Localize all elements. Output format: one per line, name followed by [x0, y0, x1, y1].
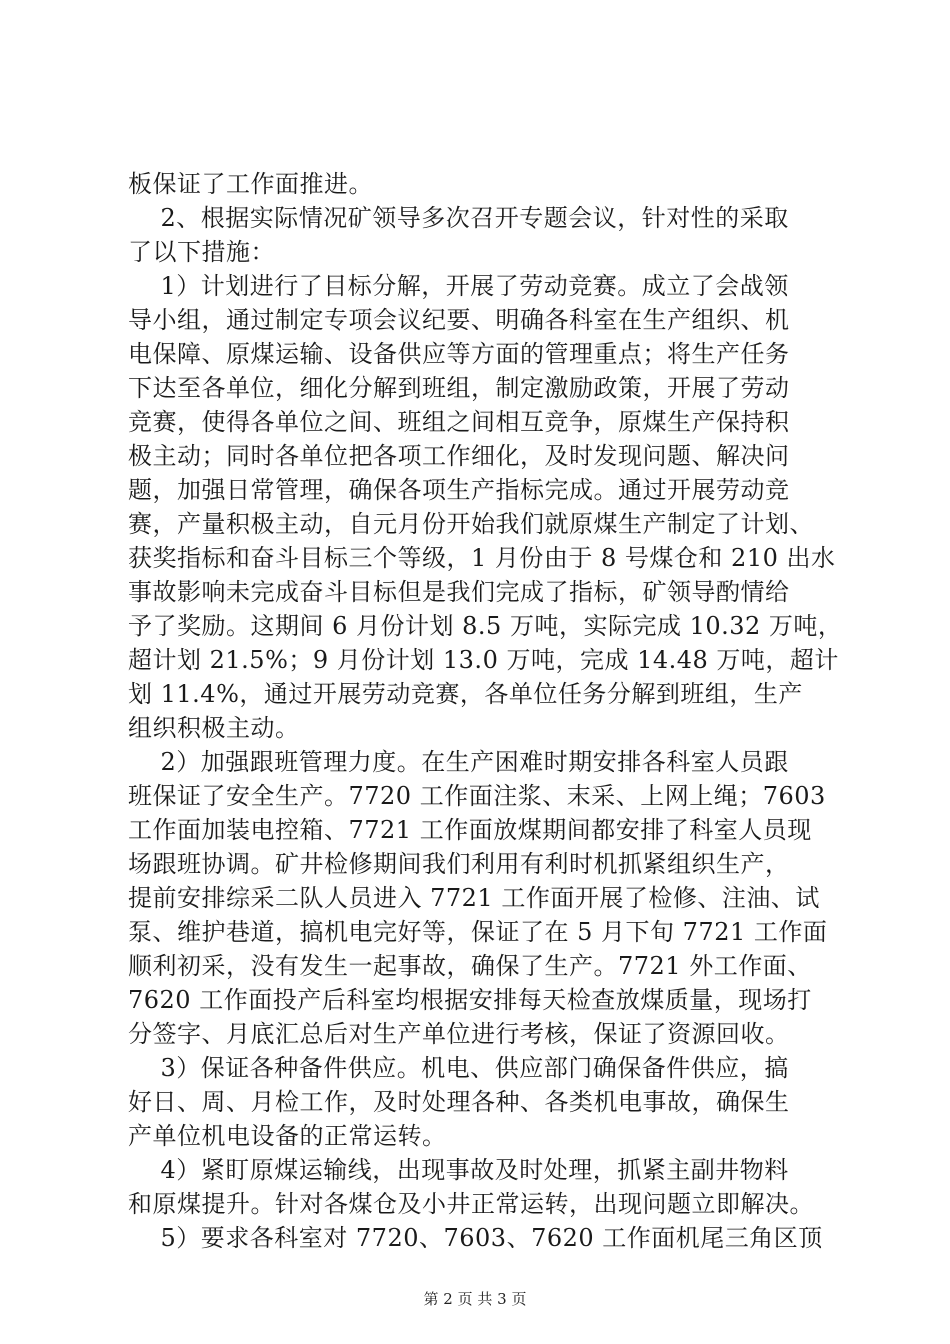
- text-line: 电保障、原煤运输、设备供应等方面的管理重点；将生产任务: [128, 340, 790, 368]
- text-line: 班保证了安全生产。7720 工作面注浆、末采、上网上绳；7603: [128, 782, 826, 810]
- text-line: 3）保证各种备件供应。机电、供应部门确保备件供应，搞: [128, 1054, 789, 1082]
- text-line: 竞赛，使得各单位之间、班组之间相互竞争，原煤生产保持积: [128, 408, 790, 436]
- text-line: 2）加强跟班管理力度。在生产困难时期安排各科室人员跟: [128, 748, 789, 776]
- text-line: 板保证了工作面推进。: [128, 170, 373, 198]
- text-line: 泵、维护巷道，搞机电完好等，保证了在 5 月下旬 7721 工作面: [128, 918, 828, 946]
- text-line: 赛，产量积极主动，自元月份开始我们就原煤生产制定了计划、: [128, 510, 814, 538]
- text-line: 划 11.4%，通过开展劳动竞赛，各单位任务分解到班组，生产: [128, 680, 803, 708]
- text-line: 导小组，通过制定专项会议纪要、明确各科室在生产组织、机: [128, 306, 790, 334]
- text-line: 题，加强日常管理，确保各项生产指标完成。通过开展劳动竞: [128, 476, 790, 504]
- text-line: 2、根据实际情况矿领导多次召开专题会议，针对性的采取: [128, 204, 789, 232]
- text-line: 7620 工作面投产后科室均根据安排每天检查放煤质量，现场打: [128, 986, 812, 1014]
- text-line: 获奖指标和奋斗目标三个等级，1 月份由于 8 号煤仓和 210 出水: [128, 544, 836, 572]
- text-line: 超计划 21.5%；9 月份计划 13.0 万吨，完成 14.48 万吨，超计: [128, 646, 839, 674]
- text-line: 工作面加装电控箱、7721 工作面放煤期间都安排了科室人员现: [128, 816, 812, 844]
- text-line: 5）要求各科室对 7720、7603、7620 工作面机尾三角区顶: [128, 1224, 823, 1252]
- text-line: 4）紧盯原煤运输线，出现事故及时处理，抓紧主副井物料: [128, 1156, 789, 1184]
- text-line: 1）计划进行了目标分解，开展了劳动竞赛。成立了会战领: [128, 272, 789, 300]
- text-line: 下达至各单位，细化分解到班组，制定激励政策，开展了劳动: [128, 374, 790, 402]
- text-line: 组织积极主动。: [128, 714, 300, 742]
- text-line: 极主动；同时各单位把各项工作细化，及时发现问题、解决问: [128, 442, 790, 470]
- text-line: 场跟班协调。矿井检修期间我们利用有利时机抓紧组织生产，: [128, 850, 790, 878]
- text-line: 事故影响未完成奋斗目标但是我们完成了指标，矿领导酌情给: [128, 578, 790, 606]
- text-line: 提前安排综采二队人员进入 7721 工作面开展了检修、注油、试: [128, 884, 820, 912]
- text-line: 产单位机电设备的正常运转。: [128, 1122, 447, 1150]
- text-line: 分签字、月底汇总后对生产单位进行考核，保证了资源回收。: [128, 1020, 790, 1048]
- text-line: 了以下措施：: [128, 238, 275, 266]
- page-number-footer: 第 2 页 共 3 页: [423, 1290, 527, 1308]
- text-line: 和原煤提升。针对各煤仓及小井正常运转，出现问题立即解决。: [128, 1190, 814, 1218]
- text-line: 好日、周、月检工作，及时处理各种、各类机电事故，确保生: [128, 1088, 790, 1116]
- text-line: 顺利初采，没有发生一起事故，确保了生产。7721 外工作面、: [128, 952, 812, 980]
- text-line: 予了奖励。这期间 6 月份计划 8.5 万吨，实际完成 10.32 万吨，: [128, 612, 843, 640]
